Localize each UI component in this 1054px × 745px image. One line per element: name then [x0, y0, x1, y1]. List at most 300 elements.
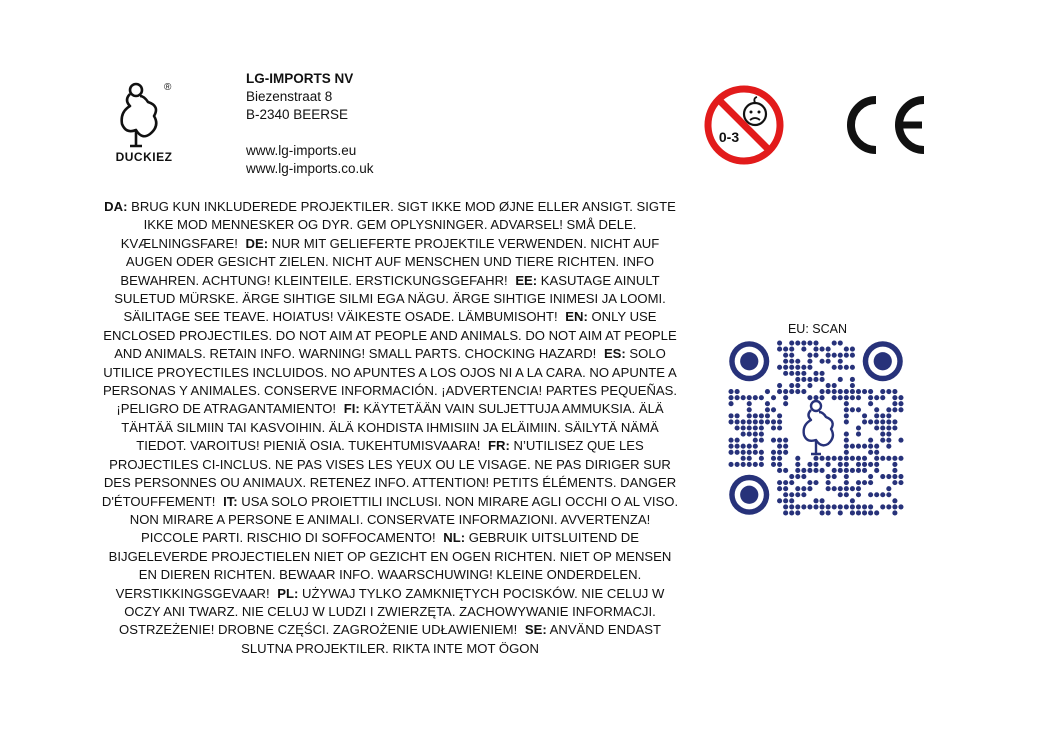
qr-dot: [728, 389, 733, 394]
qr-dot: [868, 438, 873, 443]
qr-dot: [886, 407, 891, 412]
qr-dot: [874, 419, 879, 424]
qr-dot: [747, 413, 752, 418]
qr-dot: [856, 468, 861, 473]
qr-dot: [862, 444, 867, 449]
qr-dot: [892, 474, 897, 479]
qr-dot: [856, 492, 861, 497]
qr-dot: [826, 389, 831, 394]
warning-text: N’UTILISEZ QUE LES PROJECTILES CI-INCLUS. NE PAS VISES LES YEUX OU LE VISAGE. NE PAS DIRIGER SUR DES PERSONNES OU ANIMAUX. RETENEZ INFO. ATTENTION! PETITS ÉLÉMENTS. DANGER D'ÉTOUFFEMENT!: [101, 438, 677, 509]
qr-dot: [838, 340, 843, 345]
qr-dot: [868, 480, 873, 485]
qr-dot: [777, 425, 782, 430]
qr-finder-pattern: [740, 352, 758, 370]
qr-dot: [747, 407, 752, 412]
qr-dot: [771, 456, 776, 461]
qr-dot: [820, 395, 825, 400]
qr-dot: [838, 462, 843, 467]
qr-dot: [747, 432, 752, 437]
qr-dot: [735, 444, 740, 449]
qr-dot: [838, 359, 843, 364]
qr-dot: [789, 504, 794, 509]
qr-dot: [801, 365, 806, 370]
qr-dot: [765, 419, 770, 424]
qr-dot: [777, 462, 782, 467]
qr-dot: [795, 486, 800, 491]
qr-dot: [728, 462, 733, 467]
qr-dot: [801, 371, 806, 376]
qr-dot: [862, 480, 867, 485]
qr-dot: [801, 377, 806, 382]
qr-dot: [862, 456, 867, 461]
qr-dot: [741, 425, 746, 430]
brand-name: DUCKIEZ: [115, 150, 173, 164]
qr-dot: [862, 419, 867, 424]
lang-code: FR:: [488, 438, 510, 454]
qr-dot: [813, 371, 818, 376]
qr-dot: [832, 395, 837, 400]
lang-code: SE:: [524, 622, 547, 638]
qr-dot: [807, 383, 812, 388]
qr-dot: [813, 353, 818, 358]
qr-dot: [795, 462, 800, 467]
qr-dot: [892, 401, 897, 406]
qr-dot: [880, 456, 885, 461]
warning-text: ONLY USE ENCLOSED PROJECTILES. DO NOT AIM AT PEOPLE AND ANIMALS. DO NOT AIM AT PEOPLE AND ANIMALS. RETAIN INFO. WARNING! SMALL PARTS. CHOCKING HAZARD!: [103, 309, 677, 362]
qr-dot: [844, 450, 849, 455]
qr-dot: [789, 474, 794, 479]
qr-dot: [826, 480, 831, 485]
qr-dot: [850, 353, 855, 358]
qr-dot: [886, 432, 891, 437]
qr-dot: [747, 462, 752, 467]
qr-dot: [868, 510, 873, 515]
qr-dot: [807, 462, 812, 467]
qr-dot: [759, 450, 764, 455]
qr-dot: [838, 486, 843, 491]
lang-code: FI:: [343, 401, 360, 417]
lang-code: IT:: [223, 493, 238, 509]
qr-dot: [783, 353, 788, 358]
qr-dot: [850, 377, 855, 382]
warning-text: USA SOLO PROIETTILI INCLUSI. NON MIRARE AGLI OCCHI O AL VISO. NON MIRARE A PERSONE E ANIMALI. CONSERVATE INFORMAZIONI. AVVERTENZA! PICCOLE PARTI. RISCHIO DI SOFFOCAMENTO!: [129, 493, 679, 546]
qr-dot: [777, 450, 782, 455]
qr-dot: [789, 359, 794, 364]
qr-dot: [898, 480, 903, 485]
qr-dot: [728, 395, 733, 400]
qr-dot: [850, 468, 855, 473]
qr-dot: [832, 468, 837, 473]
qr-dot: [728, 419, 733, 424]
qr-dot: [777, 365, 782, 370]
qr-dot: [753, 462, 758, 467]
qr-dot: [759, 419, 764, 424]
qr-code-icon[interactable]: [728, 340, 904, 516]
qr-dot: [898, 456, 903, 461]
qr-dot: [880, 474, 885, 479]
qr-dot: [771, 450, 776, 455]
qr-dot: [759, 456, 764, 461]
qr-dot: [795, 456, 800, 461]
ce-mark-icon: [846, 94, 930, 156]
qr-dot: [838, 510, 843, 515]
qr-dot: [826, 510, 831, 515]
qr-dot: [759, 425, 764, 430]
qr-dot: [771, 419, 776, 424]
qr-dot: [820, 347, 825, 352]
qr-dot: [844, 353, 849, 358]
qr-dot: [838, 504, 843, 509]
qr-dot: [807, 468, 812, 473]
qr-dot: [783, 504, 788, 509]
qr-dot: [801, 486, 806, 491]
qr-dot: [898, 395, 903, 400]
qr-dot: [880, 425, 885, 430]
qr-dot: [832, 474, 837, 479]
qr-dot: [898, 438, 903, 443]
qr-dot: [783, 395, 788, 400]
qr-dot: [832, 365, 837, 370]
qr-dot: [795, 377, 800, 382]
qr-dot: [813, 340, 818, 345]
qr-dot: [886, 504, 891, 509]
qr-dot: [795, 340, 800, 345]
qr-dot: [838, 365, 843, 370]
qr-dot: [880, 389, 885, 394]
registered-mark: ®: [164, 82, 172, 93]
qr-dot: [789, 371, 794, 376]
lang-code: PL:: [277, 585, 299, 601]
qr-dot: [753, 425, 758, 430]
company-address: [246, 70, 374, 178]
qr-dot: [844, 395, 849, 400]
safety-warnings: [100, 198, 680, 658]
qr-dot: [856, 462, 861, 467]
qr-dot: [789, 383, 794, 388]
qr-dot: [844, 401, 849, 406]
qr-dot: [820, 359, 825, 364]
qr-dot: [789, 353, 794, 358]
qr-dot: [844, 462, 849, 467]
qr-finder-pattern: [740, 486, 758, 504]
qr-dot: [844, 407, 849, 412]
qr-dot: [795, 510, 800, 515]
qr-dot: [838, 456, 843, 461]
qr-dot: [862, 468, 867, 473]
qr-dot: [874, 425, 879, 430]
qr-dot: [801, 468, 806, 473]
qr-dot: [783, 492, 788, 497]
warning-text: BRUG KUN INKLUDEREDE PROJEKTILER. SIGT IKKE MOD ØJNE ELLER ANSIGT. SIGTE IKKE MOD MENNESKER OG DYR. GEM OPLYSNINGER. ADVARSEL! SMÅ DELE. KVÆLNINGSFARE!: [120, 199, 676, 251]
qr-dot: [813, 468, 818, 473]
qr-dot: [777, 347, 782, 352]
qr-dot: [813, 462, 818, 467]
qr-dot: [886, 425, 891, 430]
qr-dot: [820, 456, 825, 461]
qr-dot: [826, 504, 831, 509]
qr-dot: [820, 371, 825, 376]
qr-dot: [856, 432, 861, 437]
qr-dot: [813, 347, 818, 352]
qr-dot: [789, 498, 794, 503]
website-uk: www.lg-imports.co.uk: [246, 161, 374, 176]
qr-dot: [844, 486, 849, 491]
qr-dot: [844, 444, 849, 449]
qr-dot: [880, 419, 885, 424]
qr-dot: [795, 468, 800, 473]
qr-dot: [838, 395, 843, 400]
qr-dot: [892, 395, 897, 400]
qr-dot: [777, 419, 782, 424]
qr-dot: [850, 456, 855, 461]
qr-dot: [838, 468, 843, 473]
qr-dot: [874, 462, 879, 467]
qr-dot: [886, 456, 891, 461]
qr-dot: [728, 438, 733, 443]
company-city: B-2340 BEERSE: [246, 107, 349, 122]
qr-dot: [801, 492, 806, 497]
qr-dot: [783, 389, 788, 394]
qr-dot: [747, 444, 752, 449]
qr-dot: [844, 438, 849, 443]
company-name: LG-IMPORTS NV: [246, 71, 354, 86]
qr-dot: [844, 456, 849, 461]
qr-dot: [771, 438, 776, 443]
qr-dot: [735, 389, 740, 394]
qr-dot: [874, 492, 879, 497]
qr-dot: [807, 353, 812, 358]
qr-dot: [801, 389, 806, 394]
qr-dot: [880, 413, 885, 418]
qr-dot: [741, 395, 746, 400]
qr-dot: [874, 413, 879, 418]
warning-text: GEBRUIK UITSLUITEND DE BIJGELEVERDE PROJECTIELEN NIET OP GEZICHT EN OGEN RICHTEN. NIET OP MENSEN EN DIEREN RICHTEN. BEWAAR INFO. WAARSCHUWING! KLEINE ONDERDELEN. VERSTIKKINGSGEVAAR!: [108, 530, 672, 601]
qr-dot: [868, 474, 873, 479]
lang-code: ES:: [603, 346, 626, 362]
qr-dot: [795, 474, 800, 479]
qr-finder-pattern: [874, 352, 892, 370]
qr-dot: [874, 450, 879, 455]
qr-dot: [868, 450, 873, 455]
qr-dot: [807, 486, 812, 491]
qr-dot: [789, 389, 794, 394]
qr-dot: [844, 474, 849, 479]
duckiez-figure-icon: [116, 80, 164, 150]
qr-dot: [801, 504, 806, 509]
qr-dot: [856, 486, 861, 491]
qr-dot: [832, 353, 837, 358]
company-street: Biezenstraat 8: [246, 89, 333, 104]
qr-dot: [783, 498, 788, 503]
qr-dot: [753, 395, 758, 400]
qr-dot: [765, 389, 770, 394]
qr-dot: [813, 498, 818, 503]
qr-dot: [826, 456, 831, 461]
website-eu: www.lg-imports.eu: [246, 143, 357, 158]
qr-dot: [868, 444, 873, 449]
warning-text: UŻYWAJ TYLKO ZAMKNIĘTYCH POCISKÓW. NIE CELUJ W OCZY ANI TWARZ. NIE CELUJ W LUDZI I ZWIERZĘTA. ZACHOWYWANIE INFORMACJI. OSTRZEŻENIE! DROBNE CZĘŚCI. ZAGROŻENIE UDŁAWIENIEM!: [119, 585, 665, 638]
qr-dot: [826, 486, 831, 491]
qr-dot: [832, 504, 837, 509]
qr-dot: [783, 468, 788, 473]
qr-dot: [880, 438, 885, 443]
qr-dot: [820, 498, 825, 503]
qr-dot: [850, 486, 855, 491]
qr-dot: [759, 432, 764, 437]
qr-dot: [892, 407, 897, 412]
qr-dot: [777, 468, 782, 473]
qr-dot: [759, 438, 764, 443]
qr-dot: [783, 365, 788, 370]
qr-dot: [741, 450, 746, 455]
qr-dot: [777, 486, 782, 491]
qr-dot: [856, 425, 861, 430]
qr-dot: [832, 383, 837, 388]
qr-dot: [826, 353, 831, 358]
qr-dot: [892, 462, 897, 467]
qr-dot: [838, 389, 843, 394]
qr-dot: [783, 347, 788, 352]
qr-dot: [844, 419, 849, 424]
qr-dot: [741, 444, 746, 449]
qr-dot: [783, 480, 788, 485]
qr-dot: [850, 498, 855, 503]
qr-dot: [759, 413, 764, 418]
qr-dot: [868, 492, 873, 497]
qr-dot: [844, 480, 849, 485]
qr-dot: [747, 425, 752, 430]
qr-dot: [874, 407, 879, 412]
qr-dot: [741, 432, 746, 437]
qr-dot: [898, 474, 903, 479]
lang-code: EE:: [515, 272, 538, 288]
qr-dot: [862, 462, 867, 467]
qr-dot: [777, 413, 782, 418]
qr-dot: [856, 480, 861, 485]
qr-dot: [771, 395, 776, 400]
qr-dot: [747, 450, 752, 455]
qr-dot: [728, 401, 733, 406]
qr-dot: [844, 389, 849, 394]
qr-dot: [850, 365, 855, 370]
qr-dot: [813, 377, 818, 382]
qr-dot: [783, 510, 788, 515]
qr-dot: [844, 413, 849, 418]
qr-dot: [777, 456, 782, 461]
qr-dot: [844, 432, 849, 437]
qr-dot: [735, 425, 740, 430]
qr-dot: [886, 389, 891, 394]
qr-dot: [820, 504, 825, 509]
qr-dot: [844, 504, 849, 509]
duckiez-logo: [104, 80, 184, 170]
qr-dot: [753, 438, 758, 443]
qr-dot: [874, 456, 879, 461]
qr-dot: [789, 340, 794, 345]
qr-dot: [807, 480, 812, 485]
qr-dot: [886, 444, 891, 449]
qr-dot: [844, 492, 849, 497]
qr-dot: [820, 377, 825, 382]
qr-dot: [783, 486, 788, 491]
no-children-under-3-icon: [703, 84, 785, 166]
qr-dot: [892, 480, 897, 485]
qr-dot: [868, 419, 873, 424]
qr-dot: [856, 444, 861, 449]
qr-dot: [892, 498, 897, 503]
qr-dot: [747, 456, 752, 461]
qr-dot: [868, 389, 873, 394]
qr-dot: [868, 504, 873, 509]
qr-dot: [735, 419, 740, 424]
qr-dot: [753, 450, 758, 455]
qr-dot: [832, 389, 837, 394]
qr-dot: [813, 504, 818, 509]
lang-code: NL:: [443, 530, 466, 546]
qr-dot: [789, 480, 794, 485]
qr-dot: [735, 438, 740, 443]
lang-code: DE:: [245, 235, 269, 251]
qr-dot: [783, 450, 788, 455]
qr-dot: [807, 365, 812, 370]
qr-dot: [856, 395, 861, 400]
qr-dot: [765, 407, 770, 412]
qr-center-logo-icon: [804, 401, 833, 454]
qr-dot: [777, 498, 782, 503]
qr-dot: [795, 389, 800, 394]
warning-text: NUR MIT GELIEFERTE PROJEKTILE VERWENDEN. NICHT AUF AUGEN ODER GESICHT ZIELEN. NICHT AUF MENSCHEN UND TIERE RICHTEN. INFO BEWAHREN. ACHTUNG! KLEINTEILE. ERSTICKUNGSGEFAHR!: [120, 235, 660, 288]
qr-dot: [892, 419, 897, 424]
qr-dot: [777, 389, 782, 394]
qr-dot: [807, 504, 812, 509]
qr-dot: [801, 340, 806, 345]
qr-dot: [795, 504, 800, 509]
qr-dot: [795, 492, 800, 497]
qr-dot: [886, 486, 891, 491]
qr-dot: [886, 413, 891, 418]
qr-dot: [826, 462, 831, 467]
qr-dot: [892, 510, 897, 515]
qr-dot: [735, 413, 740, 418]
qr-dot: [886, 438, 891, 443]
qr-dot: [777, 438, 782, 443]
qr-dot: [753, 419, 758, 424]
qr-dot: [789, 510, 794, 515]
qr-dot: [874, 468, 879, 473]
qr-dot: [820, 389, 825, 394]
qr-dot: [844, 365, 849, 370]
qr-dot: [777, 444, 782, 449]
qr-dot: [728, 450, 733, 455]
qr-dot: [765, 401, 770, 406]
qr-dot: [850, 407, 855, 412]
qr-dot: [862, 504, 867, 509]
qr-dot: [880, 492, 885, 497]
qr-dot: [826, 359, 831, 364]
qr-dot: [832, 486, 837, 491]
qr-dot: [735, 450, 740, 455]
qr-dot: [856, 504, 861, 509]
qr-dot: [807, 377, 812, 382]
qr-dot: [844, 347, 849, 352]
warning-text: KASUTAGE AINULT SULETUD MÜRSKE. ÄRGE SIHTIGE SILMI EGA NÄGU. ÄRGE SIHTIGE INIMESI JA LOOMI. SÄILITAGE SEE TEAVE. HOIATUS! VÄIKESTE OSADE. LÄMBUMISOHT!: [114, 272, 666, 325]
qr-dot: [771, 462, 776, 467]
qr-dot: [795, 359, 800, 364]
qr-dot: [759, 395, 764, 400]
qr-dot: [838, 492, 843, 497]
qr-dot: [741, 462, 746, 467]
qr-dot: [741, 419, 746, 424]
